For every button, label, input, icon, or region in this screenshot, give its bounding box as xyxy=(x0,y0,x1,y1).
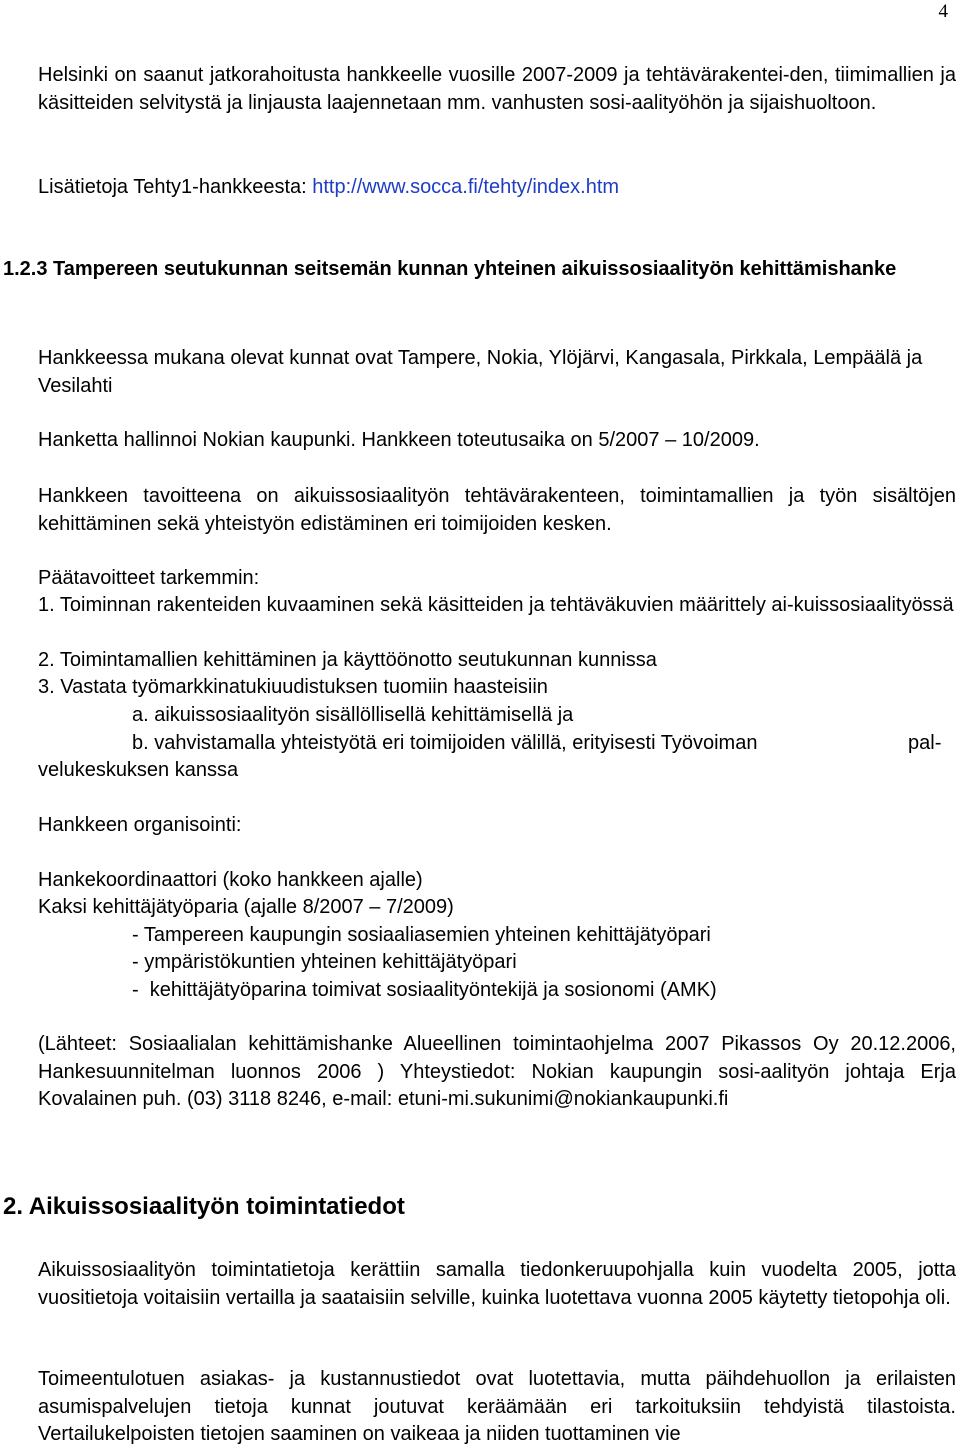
goal-3b-cont: velukeskuksen kanssa xyxy=(38,759,239,781)
main-goals-title: Päätavoitteet tarkemmin: xyxy=(38,567,260,589)
more-info-label: Lisätietoja Tehty1-hankkeesta: xyxy=(38,176,313,198)
goal-2: 2. Toimintamallien kehittäminen ja käyttöönotto seutukunnan kunnissa xyxy=(38,649,657,671)
goal-3b: b. vahvistamalla yhteistyötä eri toimijoiden välillä, erityisesti Työvoiman xyxy=(132,732,758,754)
org-title: Hankkeen organisointi: xyxy=(38,814,242,836)
section-2-para-1: Aikuissosiaalityön toimintatietoja kerättiin samalla tiedonkeruupohjalla kuin vuodelta 2005, jotta vuositietoja voitaisiin vertailla ja saataisiin selville, kuinka luotettava vuonna 2005 käytetty tietopohja oli. xyxy=(38,1259,956,1309)
member-municipalities: Hankkeessa mukana olevat kunnat ovat Tampere, Nokia, Ylöjärvi, Kangasala, Pirkkala, Lempäälä ja Vesilahti xyxy=(38,347,923,397)
pair-3: - kehittäjätyöparina toimivat sosiaalityöntekijä ja sosionomi (AMK) xyxy=(132,979,717,1001)
goal-3a: a. aikuissosiaalityön sisällöllisellä kehittämisellä ja xyxy=(132,704,574,726)
intro-paragraph: Helsinki on saanut jatkorahoitusta hankkeelle vuosille 2007-2009 ja tehtävärakentei-den, tiimimallien ja käsitteiden selvitystä ja linjausta laajennetaan mm. vanhusten sosi-aalityöhön ja sijaishuoltoon. xyxy=(38,64,956,114)
pair-2: - ympäristökuntien yhteinen kehittäjätyöpari xyxy=(132,951,517,973)
page-number: 4 xyxy=(938,1,948,22)
dev-pairs: Kaksi kehittäjätyöparia (ajalle 8/2007 – 7/2009) xyxy=(38,896,454,918)
goal-1: 1. Toiminnan rakenteiden kuvaaminen sekä käsitteiden ja tehtäväkuvien määrittely ai-kuissosiaalityössä xyxy=(38,594,954,616)
sources: (Lähteet: Sosiaalialan kehittämishanke Alueellinen toimintaohjelma 2007 Pikassos Oy 20.12.2006, Hankesuunnitelman luonnos 2006 ) Yhteystiedot: Nokian kaupungin sosi-aalityön johtaja Erja Kovalainen puh. (03) 3118 8246, e-mail: etuni-mi.sukunimi@nokiankaupunki.fi xyxy=(38,1033,956,1110)
project-goal: Hankkeen tavoitteena on aikuissosiaalityön tehtävärakenteen, toimintamallien ja työn sisältöjen kehittäminen sekä yhteistyön edistäminen eri toimijoiden kesken. xyxy=(38,485,956,535)
goal-3b-hyphen: pal- xyxy=(908,732,942,754)
coordinator: Hankekoordinaattori (koko hankkeen ajalle) xyxy=(38,869,423,891)
tehty-link[interactable]: http://www.socca.fi/tehty/index.htm xyxy=(312,176,620,198)
goal-3: 3. Vastata työmarkkinatukiuudistuksen tuomiin haasteisiin xyxy=(38,676,548,698)
section-heading-2: 2. Aikuissosiaalityön toimintatiedot xyxy=(3,1193,405,1220)
section-2-para-2: Toimeentulotuen asiakas- ja kustannustiedot ovat luotettavia, mutta päihdehuollon ja erilaisten asumispalvelujen tietoja kunnat joutuvat keräämään eri tarkoituksiin tehdyistä tilastoista. Vertailukelpoisten tietojen saaminen on vaikeaa ja niiden tuottaminen vie xyxy=(38,1368,956,1445)
pair-1: - Tampereen kaupungin sosiaaliasemien yhteinen kehittäjätyöpari xyxy=(132,924,711,946)
more-info-line xyxy=(38,174,956,202)
project-admin: Hanketta hallinnoi Nokian kaupunki. Hankkeen toteutusaika on 5/2007 – 10/2009. xyxy=(38,429,760,451)
section-heading-1-2-3: 1.2.3 Tampereen seutukunnan seitsemän kunnan yhteinen aikuissosiaalityön kehittämishanke xyxy=(3,258,897,280)
